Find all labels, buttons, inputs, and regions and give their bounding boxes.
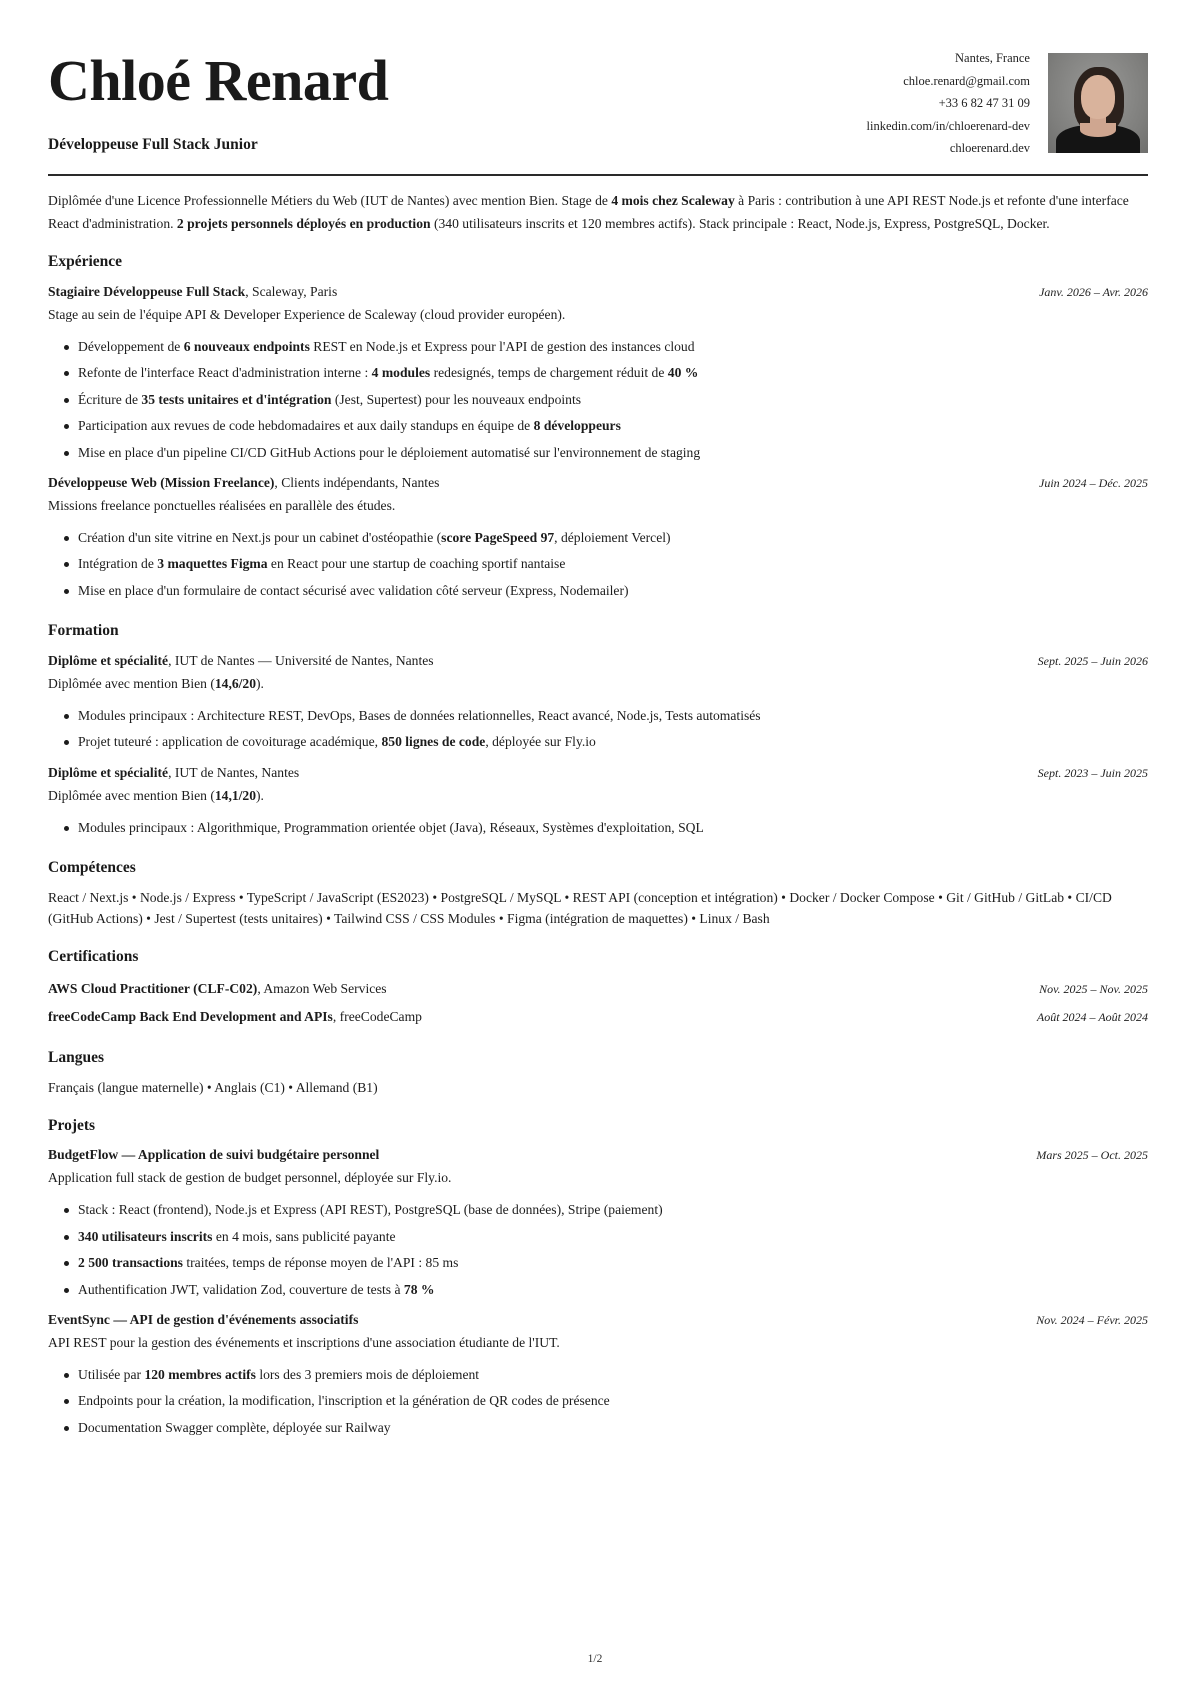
bullet-list	[62, 1362, 1148, 1441]
bullet-item: Intégration de 3 maquettes Figma en React pour une startup de coaching sportif nantaise	[62, 551, 1148, 577]
section-title-experience: Expérience	[48, 253, 123, 271]
contact-email[interactable]: chloe.renard@gmail.com	[903, 73, 1030, 88]
certification-name	[48, 1003, 422, 1031]
section-title-education: Formation	[48, 622, 119, 640]
bullet-item: Développement de 6 nouveaux endpoints REST en Node.js et Express pour l'API de gestion des instances cloud	[62, 334, 1148, 360]
entry-heading	[48, 472, 439, 494]
entry-role: Stagiaire Développeuse Full Stack	[48, 283, 246, 299]
education-entry	[48, 650, 1148, 756]
entry-heading	[48, 650, 434, 672]
certification-date: Nov. 2025 – Nov. 2025	[1039, 982, 1148, 997]
contact-website[interactable]: chloerenard.dev	[949, 141, 1030, 156]
bullet-item: Participation aux revues de code hebdomadaires et aux daily standups en équipe de 8 développeurs	[62, 413, 1148, 439]
skills-list: React / Next.js • Node.js / Express • TypeScript / JavaScript (ES2023) • PostgreSQL / MySQL • REST API (conception et intégration) • Docker / Docker Compose • Git / GitHub / GitLab • CI/CD (GitHub Actions) • Jest / Supertest (tests unitaires) • Tailwind CSS / CSS Modules • Figma (intégration de maquettes) • Linux / Bash	[48, 889, 1112, 927]
bullet-list	[62, 334, 1148, 466]
candidate-title: Développeuse Full Stack Junior	[48, 136, 258, 153]
bullet-item: Modules principaux : Architecture REST, DevOps, Bases de données relationnelles, React avancé, Node.js, Tests automatisés	[62, 703, 1148, 729]
section-title-skills: Compétences	[48, 859, 136, 877]
bullet-item: Mise en place d'un formulaire de contact sécurisé avec validation côté serveur (Express, Nodemailer)	[62, 578, 1148, 604]
entry-date: Mars 2025 – Oct. 2025	[1036, 1148, 1148, 1163]
resume-header	[48, 0, 1148, 176]
entry-description: Missions freelance ponctuelles réalisées en parallèle des études.	[48, 497, 396, 513]
entry-organization: , Clients indépendants, Nantes	[274, 474, 440, 490]
bullet-list	[62, 703, 1148, 756]
certification-title: freeCodeCamp Back End Development and APIs	[48, 1009, 333, 1025]
certification-title: AWS Cloud Practitioner (CLF-C02)	[48, 981, 258, 997]
bullet-item: 2 500 transactions traitées, temps de réponse moyen de l'API : 85 ms	[62, 1250, 1148, 1276]
entry-organization: , IUT de Nantes — Université de Nantes, Nantes	[168, 652, 434, 668]
bullet-item: Écriture de 35 tests unitaires et d'intégration (Jest, Supertest) pour les nouveaux endpoints	[62, 387, 1148, 413]
entry-heading	[48, 762, 299, 784]
certification-name	[48, 975, 387, 1003]
entry-description: Diplômée avec mention Bien (14,6/20).	[48, 675, 264, 691]
bullet-item: Mise en place d'un pipeline CI/CD GitHub Actions pour le déploiement automatisé sur l'environnement de staging	[62, 440, 1148, 466]
entry-date: Sept. 2023 – Juin 2025	[1037, 765, 1148, 780]
experience-entry	[48, 1144, 1148, 1303]
section-education	[48, 620, 1148, 841]
bullet-item: Utilisée par 120 membres actifs lors des 3 premiers mois de déploiement	[62, 1362, 1148, 1388]
bullet-item: Endpoints pour la création, la modification, l'inscription et la génération de QR codes de présence	[62, 1388, 1148, 1414]
entry-header	[48, 1144, 1148, 1166]
entry-heading	[48, 1144, 379, 1166]
entry-header	[48, 1309, 1148, 1331]
bullet-list	[62, 815, 1148, 841]
bullet-list	[62, 1197, 1148, 1303]
experience-entry	[48, 472, 1148, 604]
bullet-item: Modules principaux : Algorithmique, Programmation orientée objet (Java), Réseaux, Systèmes d'exploitation, SQL	[62, 815, 1148, 841]
bullet-item: Refonte de l'interface React d'administration interne : 4 modules redesignés, temps de chargement réduit de 40 %	[62, 360, 1148, 386]
certification-item	[48, 1003, 1148, 1031]
entry-role: EventSync — API de gestion d'événements associatifs	[48, 1311, 359, 1327]
bullet-item: Stack : React (frontend), Node.js et Express (API REST), PostgreSQL (base de données), Stripe (paiement)	[62, 1197, 1148, 1223]
section-title-projects: Projets	[48, 1116, 96, 1134]
entry-header	[48, 281, 1148, 303]
bullet-item: Documentation Swagger complète, déployée sur Railway	[62, 1415, 1148, 1441]
bullet-list	[62, 525, 1148, 604]
section-skills	[48, 857, 1148, 930]
experience-entry	[48, 281, 1148, 466]
entry-organization: , Scaleway, Paris	[245, 283, 338, 299]
contact-location: Nantes, France	[955, 51, 1030, 65]
contact-linkedin[interactable]: linkedin.com/in/chloerenard-dev	[866, 118, 1030, 133]
page-number: 1/2	[587, 1653, 603, 1665]
languages-list: Français (langue maternelle) • Anglais (C1) • Allemand (B1)	[48, 1080, 378, 1096]
entry-description: Application full stack de gestion de budget personnel, déployée sur Fly.io.	[48, 1170, 452, 1186]
education-entry	[48, 762, 1148, 841]
candidate-name: Chloé Renard	[48, 48, 389, 113]
section-certifications	[48, 946, 1148, 1032]
contact-info	[867, 47, 1030, 160]
experience-entry	[48, 1309, 1148, 1441]
section-experience	[48, 251, 1148, 604]
section-title-languages: Langues	[48, 1049, 104, 1067]
bullet-item: Création d'un site vitrine en Next.js pour un cabinet d'ostéopathie (score PageSpeed 97, déploiement Vercel)	[62, 525, 1148, 551]
entry-role: BudgetFlow — Application de suivi budgétaire personnel	[48, 1147, 380, 1163]
certification-item	[48, 975, 1148, 1003]
section-languages	[48, 1047, 1148, 1098]
bullet-item: Authentification JWT, validation Zod, couverture de tests à 78 %	[62, 1277, 1148, 1303]
bullet-item: Projet tuteuré : application de covoiturage académique, 850 lignes de code, déployée sur Fly.io	[62, 729, 1148, 755]
certification-issuer: , Amazon Web Services	[257, 981, 387, 997]
entry-date: Janv. 2026 – Avr. 2026	[1039, 284, 1148, 299]
entry-date: Nov. 2024 – Févr. 2025	[1036, 1312, 1148, 1327]
certification-issuer: , freeCodeCamp	[332, 1009, 422, 1025]
entry-heading	[48, 281, 337, 303]
entry-organization: , IUT de Nantes, Nantes	[168, 764, 300, 780]
entry-heading	[48, 1309, 358, 1331]
entry-header	[48, 650, 1148, 672]
bullet-item: 340 utilisateurs inscrits en 4 mois, sans publicité payante	[62, 1224, 1148, 1250]
entry-header	[48, 762, 1148, 784]
profile-photo	[1048, 53, 1148, 153]
entry-description: Stage au sein de l'équipe API & Developer Experience de Scaleway (cloud provider européen).	[48, 306, 566, 322]
entry-description: API REST pour la gestion des événements et inscriptions d'une association étudiante de l'IUT.	[48, 1334, 560, 1350]
certification-date: Août 2024 – Août 2024	[1036, 1010, 1148, 1025]
resume-page	[48, 0, 1148, 1447]
entry-role: Diplôme et spécialité	[48, 764, 169, 780]
entry-role: Diplôme et spécialité	[48, 652, 169, 668]
section-title-certifications: Certifications	[48, 947, 139, 965]
summary-paragraph: Diplômée d'une Licence Professionnelle Métiers du Web (IUT de Nantes) avec mention Bien. Stage de 4 mois chez Scaleway à Paris : contribution à une API REST Node.js et refonte d'une interface React d'administration. 2 projets personnels déployés en production (340 utilisateurs inscrits et 120 membres actifs). Stack principale : React, Node.js, Express, PostgreSQL, Docker.	[48, 193, 1129, 231]
section-projects	[48, 1115, 1148, 1442]
entry-header	[48, 472, 1148, 494]
contact-phone: +33 6 82 47 31 09	[938, 96, 1030, 111]
entry-role: Développeuse Web (Mission Freelance)	[48, 474, 275, 490]
entry-date: Juin 2024 – Déc. 2025	[1039, 475, 1148, 490]
entry-description: Diplômée avec mention Bien (14,1/20).	[48, 787, 264, 803]
entry-date: Sept. 2025 – Juin 2026	[1037, 653, 1148, 668]
